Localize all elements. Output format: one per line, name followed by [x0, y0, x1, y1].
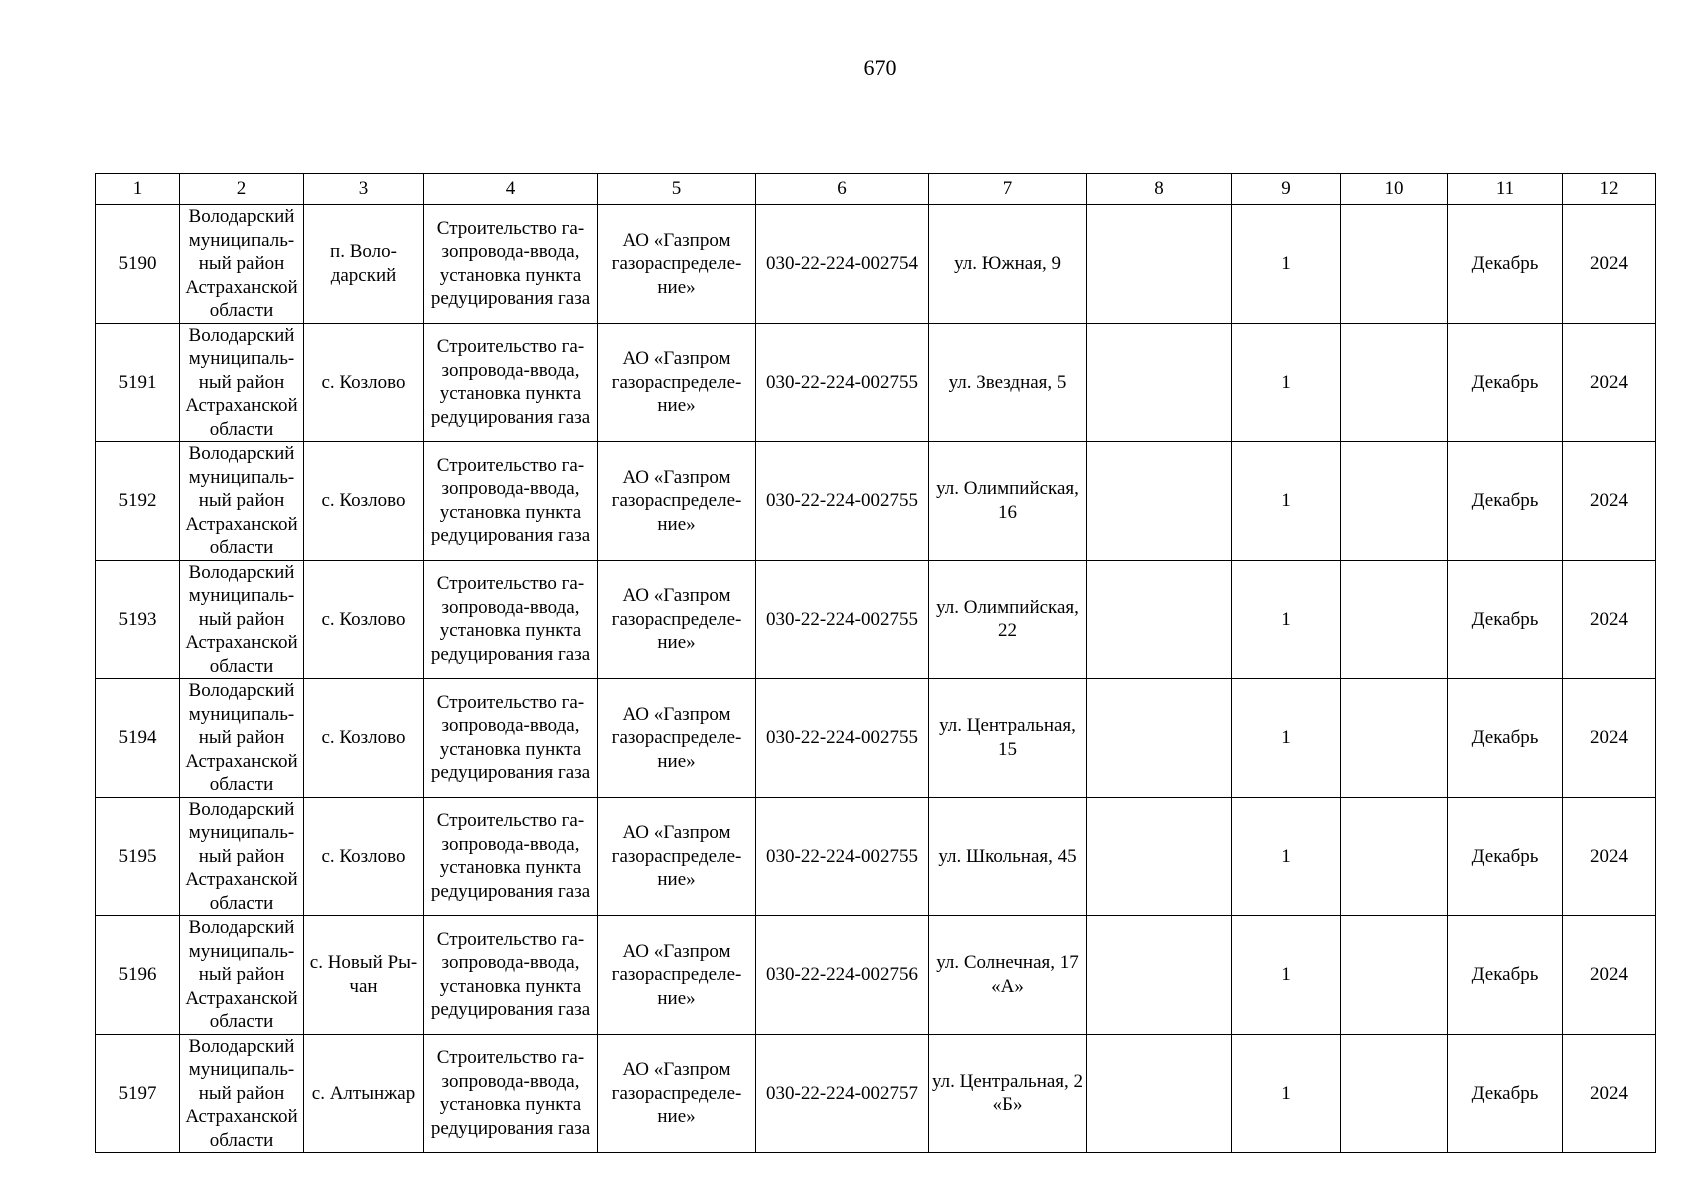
locality-cell: с. Козлово	[304, 679, 424, 798]
column-10-cell	[1341, 205, 1448, 324]
year-cell: 2024	[1563, 442, 1656, 561]
code-cell: 030-22-224-002755	[756, 323, 929, 442]
locality-cell: с. Козлово	[304, 560, 424, 679]
district-cell: Володарский муниципаль-ный район Астраханской области	[180, 323, 304, 442]
column-10-cell	[1341, 560, 1448, 679]
column-10-cell	[1341, 1034, 1448, 1153]
district-cell: Володарский муниципаль-ный район Астраханской области	[180, 797, 304, 916]
district-cell: Володарский муниципаль-ный район Астраханской области	[180, 916, 304, 1035]
district-cell: Володарский муниципаль-ный район Астраханской области	[180, 205, 304, 324]
row-number-cell: 5191	[96, 323, 180, 442]
district-cell: Володарский муниципаль-ный район Астраханской области	[180, 1034, 304, 1153]
address-cell: ул. Южная, 9	[929, 205, 1087, 324]
column-header-10: 10	[1341, 174, 1448, 205]
column-10-cell	[1341, 916, 1448, 1035]
column-header-6: 6	[756, 174, 929, 205]
table-row	[96, 205, 1656, 324]
work-description-cell: Строительство га-зопровода-ввода, установка пункта редуцирования газа	[424, 916, 598, 1035]
organization-cell: АО «Газпром газораспределе-ние»	[598, 560, 756, 679]
code-cell: 030-22-224-002755	[756, 442, 929, 561]
work-description-cell: Строительство га-зопровода-ввода, установка пункта редуцирования газа	[424, 679, 598, 798]
month-cell: Декабрь	[1448, 323, 1563, 442]
year-cell: 2024	[1563, 1034, 1656, 1153]
column-header-7: 7	[929, 174, 1087, 205]
organization-cell: АО «Газпром газораспределе-ние»	[598, 679, 756, 798]
column-header-1: 1	[96, 174, 180, 205]
column-10-cell	[1341, 442, 1448, 561]
address-cell: ул. Олимпийская, 22	[929, 560, 1087, 679]
work-description-cell: Строительство га-зопровода-ввода, установка пункта редуцирования газа	[424, 560, 598, 679]
column-header-11: 11	[1448, 174, 1563, 205]
row-number-cell: 5190	[96, 205, 180, 324]
column-8-cell	[1087, 1034, 1232, 1153]
table-row	[96, 679, 1656, 798]
column-10-cell	[1341, 679, 1448, 798]
column-9-cell: 1	[1232, 442, 1341, 561]
organization-cell: АО «Газпром газораспределе-ние»	[598, 442, 756, 561]
table-row	[96, 442, 1656, 561]
organization-cell: АО «Газпром газораспределе-ние»	[598, 797, 756, 916]
column-header-9: 9	[1232, 174, 1341, 205]
registry-table	[95, 173, 1656, 1153]
district-cell: Володарский муниципаль-ный район Астраханской области	[180, 560, 304, 679]
month-cell: Декабрь	[1448, 679, 1563, 798]
column-8-cell	[1087, 916, 1232, 1035]
column-8-cell	[1087, 442, 1232, 561]
column-8-cell	[1087, 797, 1232, 916]
column-9-cell: 1	[1232, 916, 1341, 1035]
column-9-cell: 1	[1232, 679, 1341, 798]
month-cell: Декабрь	[1448, 1034, 1563, 1153]
table-row	[96, 560, 1656, 679]
row-number-cell: 5192	[96, 442, 180, 561]
row-number-cell: 5196	[96, 916, 180, 1035]
column-10-cell	[1341, 323, 1448, 442]
column-header-5: 5	[598, 174, 756, 205]
row-number-cell: 5195	[96, 797, 180, 916]
column-9-cell: 1	[1232, 560, 1341, 679]
table-body	[96, 205, 1656, 1153]
header-row	[96, 174, 1656, 205]
table-header	[96, 174, 1656, 205]
column-10-cell	[1341, 797, 1448, 916]
district-cell: Володарский муниципаль-ный район Астраханской области	[180, 679, 304, 798]
column-9-cell: 1	[1232, 205, 1341, 324]
work-description-cell: Строительство га-зопровода-ввода, установка пункта редуцирования газа	[424, 1034, 598, 1153]
row-number-cell: 5193	[96, 560, 180, 679]
address-cell: ул. Солнечная, 17 «А»	[929, 916, 1087, 1035]
table-row	[96, 1034, 1656, 1153]
year-cell: 2024	[1563, 205, 1656, 324]
row-number-cell: 5197	[96, 1034, 180, 1153]
table-row	[96, 323, 1656, 442]
address-cell: ул. Центральная, 2 «Б»	[929, 1034, 1087, 1153]
work-description-cell: Строительство га-зопровода-ввода, установка пункта редуцирования газа	[424, 797, 598, 916]
column-8-cell	[1087, 679, 1232, 798]
code-cell: 030-22-224-002756	[756, 916, 929, 1035]
column-header-12: 12	[1563, 174, 1656, 205]
code-cell: 030-22-224-002755	[756, 797, 929, 916]
address-cell: ул. Центральная, 15	[929, 679, 1087, 798]
column-header-2: 2	[180, 174, 304, 205]
organization-cell: АО «Газпром газораспределе-ние»	[598, 205, 756, 324]
year-cell: 2024	[1563, 679, 1656, 798]
code-cell: 030-22-224-002755	[756, 679, 929, 798]
address-cell: ул. Звездная, 5	[929, 323, 1087, 442]
locality-cell: с. Новый Ры-чан	[304, 916, 424, 1035]
year-cell: 2024	[1563, 916, 1656, 1035]
address-cell: ул. Школьная, 45	[929, 797, 1087, 916]
locality-cell: с. Козлово	[304, 797, 424, 916]
locality-cell: с. Козлово	[304, 323, 424, 442]
organization-cell: АО «Газпром газораспределе-ние»	[598, 1034, 756, 1153]
column-9-cell: 1	[1232, 323, 1341, 442]
row-number-cell: 5194	[96, 679, 180, 798]
code-cell: 030-22-224-002757	[756, 1034, 929, 1153]
work-description-cell: Строительство га-зопровода-ввода, установка пункта редуцирования газа	[424, 442, 598, 561]
district-cell: Володарский муниципаль-ный район Астраханской области	[180, 442, 304, 561]
locality-cell: с. Алтынжар	[304, 1034, 424, 1153]
locality-cell: с. Козлово	[304, 442, 424, 561]
code-cell: 030-22-224-002755	[756, 560, 929, 679]
year-cell: 2024	[1563, 560, 1656, 679]
column-8-cell	[1087, 560, 1232, 679]
page-number: 670	[863, 55, 897, 80]
column-9-cell: 1	[1232, 797, 1341, 916]
table-row	[96, 916, 1656, 1035]
year-cell: 2024	[1563, 797, 1656, 916]
locality-cell: п. Воло-дарский	[304, 205, 424, 324]
column-8-cell	[1087, 205, 1232, 324]
table-row	[96, 797, 1656, 916]
column-header-4: 4	[424, 174, 598, 205]
address-cell: ул. Олимпийская, 16	[929, 442, 1087, 561]
column-header-8: 8	[1087, 174, 1232, 205]
organization-cell: АО «Газпром газораспределе-ние»	[598, 916, 756, 1035]
month-cell: Декабрь	[1448, 205, 1563, 324]
work-description-cell: Строительство га-зопровода-ввода, установка пункта редуцирования газа	[424, 323, 598, 442]
column-9-cell: 1	[1232, 1034, 1341, 1153]
work-description-cell: Строительство га-зопровода-ввода, установка пункта редуцирования газа	[424, 205, 598, 324]
column-8-cell	[1087, 323, 1232, 442]
month-cell: Декабрь	[1448, 916, 1563, 1035]
year-cell: 2024	[1563, 323, 1656, 442]
month-cell: Декабрь	[1448, 560, 1563, 679]
column-header-3: 3	[304, 174, 424, 205]
month-cell: Декабрь	[1448, 442, 1563, 561]
code-cell: 030-22-224-002754	[756, 205, 929, 324]
organization-cell: АО «Газпром газораспределе-ние»	[598, 323, 756, 442]
month-cell: Декабрь	[1448, 797, 1563, 916]
